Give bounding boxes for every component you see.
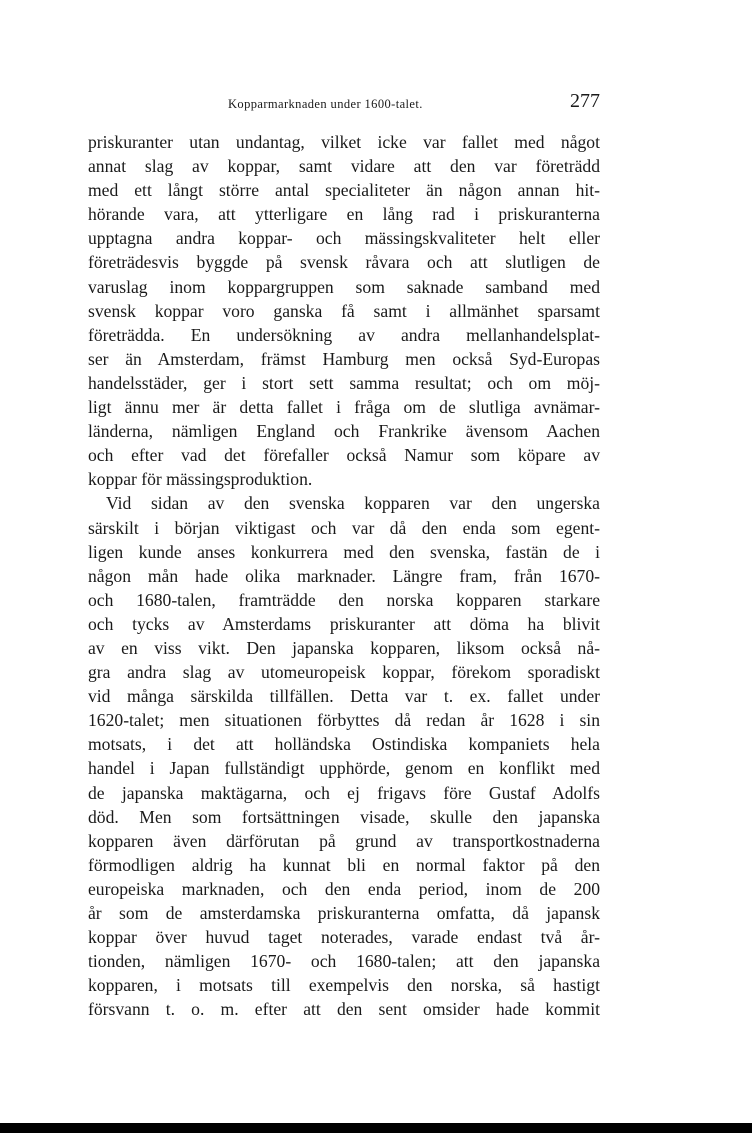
text-line: och tycks av Amsterdams priskuranter att döma ha blivit	[88, 613, 600, 634]
page-header	[88, 90, 600, 116]
scan-edge-bar	[0, 1123, 752, 1133]
text-line: upptagna andra koppar- och mässingskvaliteter helt eller	[88, 228, 600, 249]
text-line: företrädesvis byggde på svensk råvara och att slutligen de	[88, 252, 600, 273]
text-line: ligen kunde anses konkurrera med den svenska, fastän de i	[88, 541, 600, 562]
text-line: svensk koppar voro ganska få samt i allmänhet sparsamt	[88, 300, 600, 321]
text-line: europeiska marknaden, och den enda period, inom de 200	[88, 878, 600, 899]
text-line: och 1680-talen, framträdde den norska kopparen starkare	[88, 589, 600, 610]
text-line: med ett långt större antal specialiteter än någon annan hit-	[88, 180, 600, 201]
text-line: ligt ännu mer är detta fallet i fråga om de slutliga avnämar-	[88, 397, 600, 418]
text-line: länderna, nämligen England och Frankrike ävensom Aachen	[88, 421, 600, 442]
text-line: kopparen även därförutan på grund av transportkostnaderna	[88, 830, 600, 851]
text-line: företrädda. En undersökning av andra mellanhandelsplat-	[88, 324, 600, 345]
text-line: annat slag av koppar, samt vidare att den var företrädd	[88, 156, 600, 177]
text-line: ser än Amsterdam, främst Hamburg men också Syd-Europas	[88, 348, 600, 369]
body-text	[88, 130, 600, 1021]
text-line: handel i Japan fullständigt upphörde, genom en konflikt med	[88, 758, 600, 779]
text-line: försvann t. o. m. efter att den sent omsider hade kommit	[88, 999, 600, 1020]
text-line: kopparen, i motsats till exempelvis den norska, så hastigt	[88, 975, 600, 996]
text-line: varuslag inom koppargruppen som saknade samband med	[88, 276, 600, 297]
text-line: förmodligen aldrig ha kunnat bli en normal faktor på den	[88, 854, 600, 875]
text-line: motsats, i det att holländska Ostindiska kompaniets hela	[88, 734, 600, 755]
text-line: gra andra slag av utomeuropeisk koppar, förekom sporadiskt	[88, 662, 600, 683]
text-line: särskilt i början viktigast och var då den enda som egent-	[88, 517, 600, 538]
text-line: priskuranter utan undantag, vilket icke var fallet med något	[88, 132, 600, 152]
text-line: och efter vad det förefaller också Namur som köpare av	[88, 445, 600, 466]
text-line: död. Men som fortsättningen visade, skulle den japanska	[88, 806, 600, 827]
text-line: tionden, nämligen 1670- och 1680-talen; att den japanska	[88, 951, 600, 972]
text-line: vid många särskilda tillfällen. Detta var t. ex. fallet under	[88, 686, 600, 707]
text-line: koppar över huvud taget noterades, varade endast två år-	[88, 927, 600, 948]
text-line: koppar för mässingsproduktion.	[88, 469, 313, 490]
text-line: handelsstäder, ger i stort sett samma resultat; och om möj-	[88, 372, 600, 393]
text-line: år som de amsterdamska priskuranterna omfatta, då japansk	[88, 903, 600, 923]
page-number: 277	[570, 90, 600, 112]
running-head: Kopparmarknaden under 1600-talet.	[228, 97, 423, 111]
text-line: Vid sidan av den svenska kopparen var den ungerska	[106, 493, 600, 514]
text-line: hörande vara, att ytterligare en lång rad i priskuranterna	[88, 204, 600, 225]
text-line: någon mån hade olika marknader. Längre fram, från 1670-	[88, 565, 600, 586]
text-line: av en viss vikt. Den japanska kopparen, liksom också nå-	[88, 637, 600, 658]
text-line: 1620-talet; men situationen förbyttes då redan år 1628 i sin	[88, 710, 600, 731]
text-line: de japanska maktägarna, och ej frigavs före Gustaf Adolfs	[88, 782, 600, 803]
